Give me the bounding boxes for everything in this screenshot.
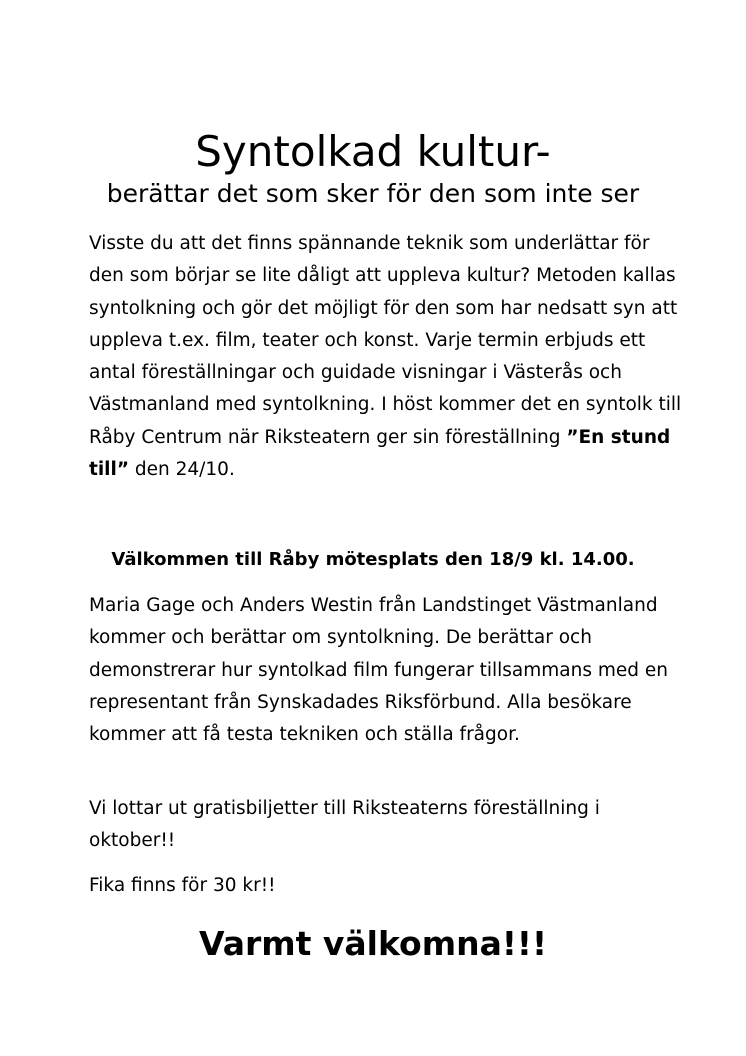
page-title: Syntolkad kultur- [195,127,551,177]
invitation-heading: Välkommen till Råby mötesplats den 18/9 kl. 14.00. [111,549,635,570]
fika-paragraph: Fika finns för 30 kr!! [89,875,276,896]
ticket-paragraph: Vi lottar ut gratisbiljetter till Riksteaterns föreställning i oktober!! [89,798,600,852]
closing-greeting: Varmt välkomna!!! [198,924,548,963]
page-subtitle: berättar det som sker för den som inte ser [106,179,640,208]
details-paragraph: Maria Gage och Anders Westin från Landstinget Västmanland kommer och berättar om syntolkning. De berättar och demonstrerar hur syntolkad film fungerar tillsammans med en representant från Synskadades Riksförbund. Alla besökare kommer att få testa tekniken och ställa frågor. [89,595,669,746]
intro-text-start: Visste du att det finns spännande teknik som underlättar för den som börjar se lite dåligt att uppleva kultur? Metoden kallas syntolkning och gör det möjligt för den som har nedsatt syn att uppleva t.ex. film, teater och konst. Varje termin erbjuds ett antal föreställningar och guidade visningar i Västerås och Västmanland med syntolkning. I höst kommer det en syntolk till Råby Centrum när Riksteatern ger sin föreställning [89,233,682,448]
show-title-bold: ”En stund till” [89,426,671,481]
intro-text-end: den 24/10. [129,459,235,481]
intro-paragraph [89,228,689,486]
